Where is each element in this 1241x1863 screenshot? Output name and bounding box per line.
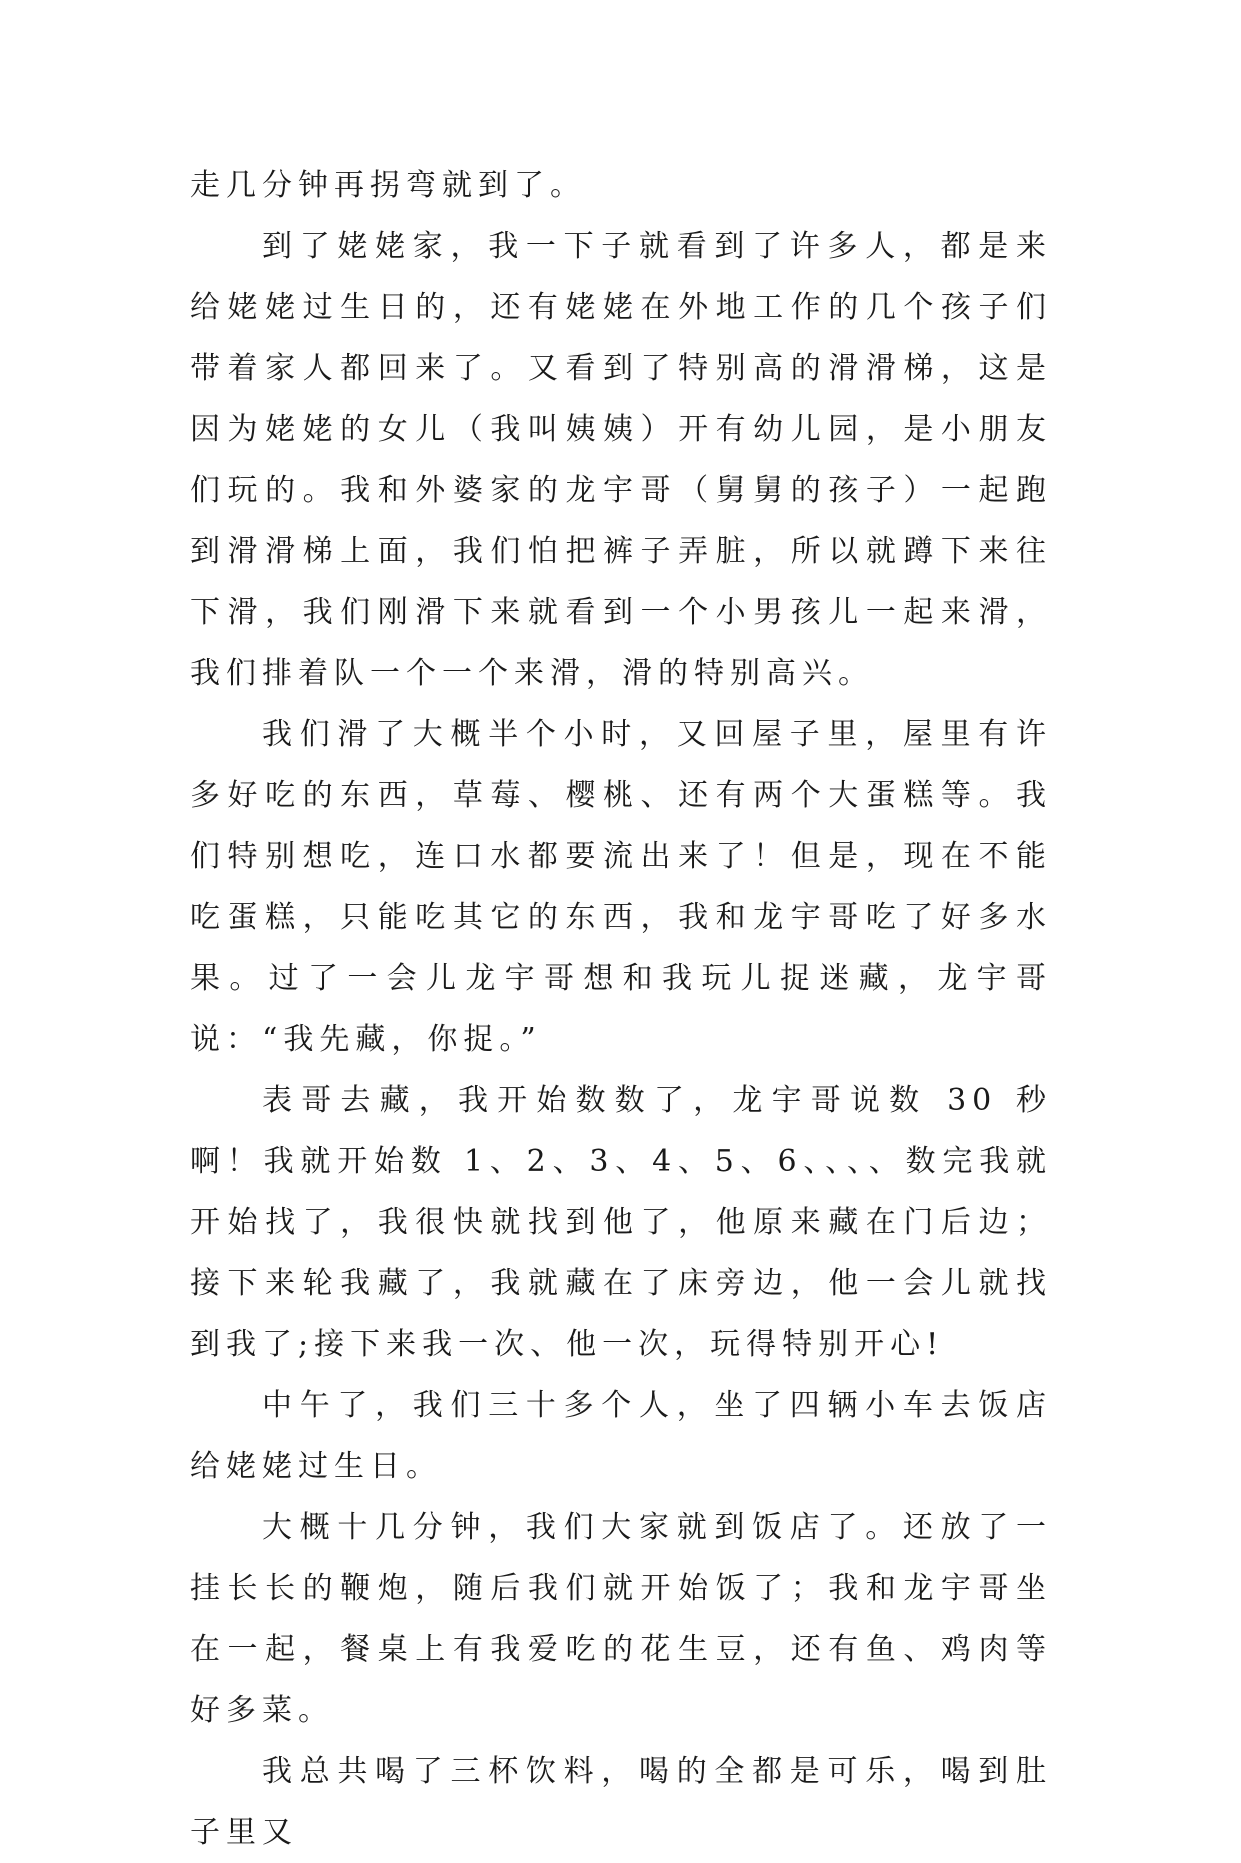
paragraph: 表哥去藏，我开始数数了，龙宇哥说数 30 秒啊！我就开始数 1、2、3、4、5、6、、、、数完我就开始找了，我很快就找到他了，他原来藏在门后边；接下来轮我藏了，我就藏在了床旁边，他一会儿就找到我了;接下来我一次、他一次，玩得特别开心! [190,1083,1052,1362]
paragraph: 大概十几分钟，我们大家就到饭店了。还放了一挂长长的鞭炮，随后我们就开始饭了；我和龙宇哥坐在一起，餐桌上有我爱吃的花生豆，还有鱼、鸡肉等好多菜。 [190,1510,1052,1728]
paragraph: 到了姥姥家，我一下子就看到了许多人，都是来给姥姥过生日的，还有姥姥在外地工作的几个孩子们带着家人都回来了。又看到了特别高的滑滑梯，这是因为姥姥的女儿（我叫姨姨）开有幼儿园，是小朋友们玩的。我和外婆家的龙宇哥（舅舅的孩子）一起跑到滑滑梯上面，我们怕把裤子弄脏，所以就蹲下来往下滑，我们刚滑下来就看到一个小男孩儿一起来滑，我们排着队一个一个来滑，滑的特别高兴。 [190,229,1052,691]
paragraph: 我们滑了大概半个小时，又回屋子里，屋里有许多好吃的东西，草莓、樱桃、还有两个大蛋糕等。我们特别想吃，连口水都要流出来了！但是，现在不能吃蛋糕，只能吃其它的东西，我和龙宇哥吃了好多水果。过了一会儿龙宇哥想和我玩儿捉迷藏，龙宇哥说：“我先藏，你捉。” [190,717,1052,1057]
paragraph-continuation: 走几分钟再拐弯就到了。 [190,168,586,203]
document-body [190,155,1052,1863]
paragraph: 中午了，我们三十多个人，坐了四辆小车去饭店给姥姥过生日。 [190,1388,1052,1484]
paragraph: 我总共喝了三杯饮料，喝的全都是可乐，喝到肚子里又 [190,1754,1052,1850]
